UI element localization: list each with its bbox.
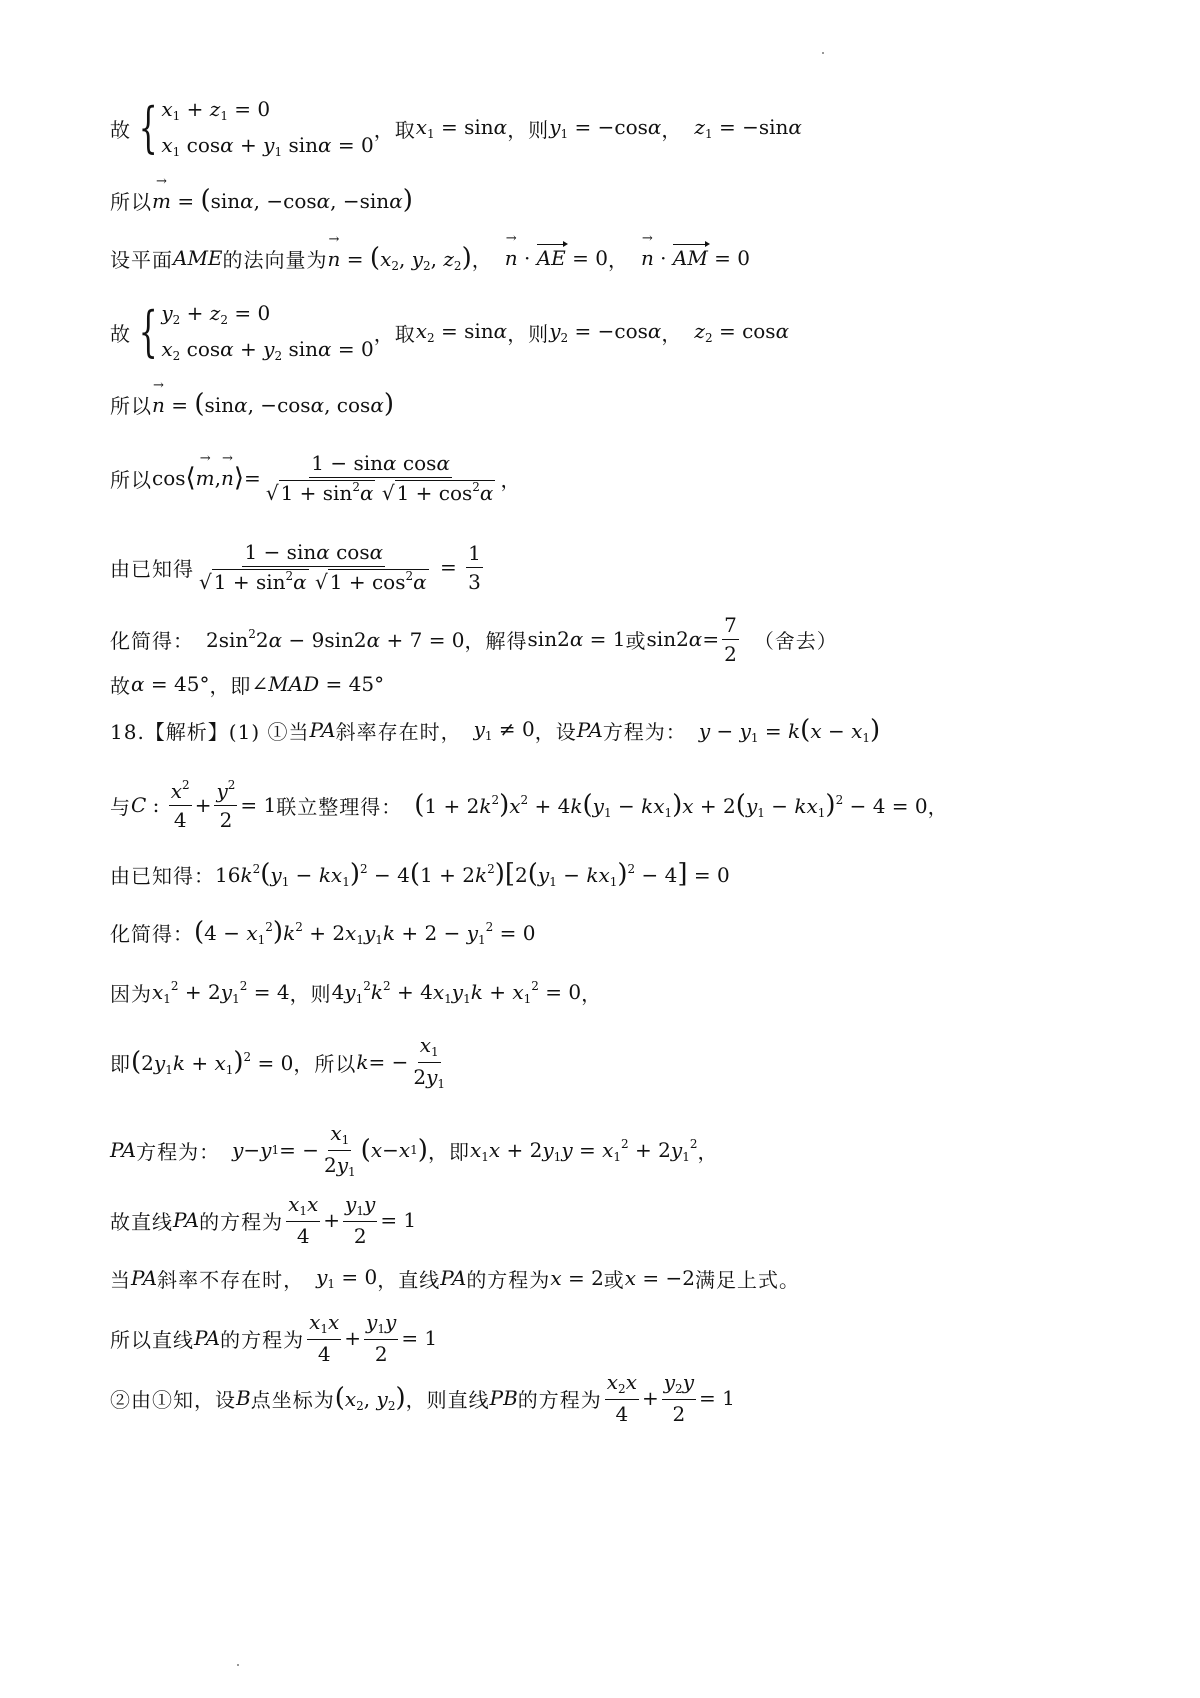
equation-system: { $x_1 + z_1 = 0$ $x_1$ $\cos\alpha + y_1$ sinα = 0 (138, 96, 374, 159)
formula: ($x_2$, $y_2$) (334, 1383, 406, 1413)
text: 的方程为 (517, 1387, 602, 1412)
text: 故 (110, 117, 131, 142)
text: 所以直线 (110, 1327, 194, 1352)
text: ，解得 (464, 628, 528, 653)
text: ，所以 (293, 1051, 357, 1076)
text: 设平面 (110, 247, 173, 272)
formula: PA (173, 1208, 200, 1232)
formula: PB (489, 1386, 518, 1410)
text: ， (927, 794, 949, 819)
text: 的方程为 (220, 1327, 305, 1352)
line-pa-equation (110, 1120, 718, 1180)
scan-speck (237, 1664, 239, 1666)
formula: sin2α = 1 (527, 627, 626, 651)
text: 斜率存在时， (335, 719, 462, 744)
line-system-m (110, 98, 802, 158)
text: 的方程为 (466, 1267, 551, 1292)
formula: $y - y_1 = k(x - x_1)$ (698, 715, 881, 745)
text: ， (697, 1139, 719, 1164)
formula: → $n = (x_2$, $y_2$, $z_2$) (328, 243, 472, 273)
text: ，即 (427, 1139, 470, 1164)
text: 方程为： (136, 1139, 221, 1164)
formula: cos ⟨ → m , → n ⟩ = $\frac{\text{1 − sinα cosα}}{√ 1 + \sin^2\alpha √ 1 + \cos^2\alpha}$ (152, 451, 500, 505)
text: 所以 (110, 393, 152, 418)
formula: $(2y_1k + x_1)^2 = 0$ (131, 1047, 294, 1077)
formula: $4y_1^2k^2 + 4x_1y_1k + x_1^2 = 0$ (331, 978, 582, 1006)
line-pb-equation (110, 1368, 735, 1428)
text: 与 (110, 794, 131, 819)
formula: $z_1 = -\sin\alpha$ (694, 115, 802, 141)
formula: $z_2 = \cos\alpha$ (694, 319, 790, 345)
text: ， (471, 247, 493, 272)
formula: → n · AM = 0 (641, 246, 750, 270)
text: ，则 (507, 117, 550, 142)
line-system-n (110, 302, 789, 362)
text: 联立整理得： (276, 794, 403, 819)
text: ，取 (373, 321, 416, 346)
text: 满足上式。 (695, 1267, 801, 1292)
text: ， (607, 247, 629, 272)
text: 的法向量为 (222, 247, 328, 272)
text: 点坐标为 (250, 1387, 335, 1412)
text: 18.【解析】(1) ①当 (110, 719, 310, 744)
text: 由已知得： (110, 863, 215, 888)
line-plane-ame (110, 228, 750, 288)
formula: α = 45° (131, 672, 210, 696)
formula: $\frac{x_1x}{4}$ + $\frac{y_1y}{2}$ = 1 (309, 1310, 438, 1366)
line-q18-start (110, 700, 880, 760)
formula: B (236, 1386, 251, 1410)
text: 化简得： (110, 628, 194, 653)
formula: C : $\frac{x^2}{4}$ + $\frac{y^2}{2}$ = 1 (131, 778, 277, 832)
text: 因为 (110, 981, 152, 1006)
formula: y − y 1 = − $\frac{x_1}{2y_1}$ ( x − x 1 ) (232, 1121, 428, 1179)
formula: → n = (sinα, −cosα, cosα) (152, 389, 394, 419)
text: 当 (110, 1267, 131, 1292)
formula: PA (576, 718, 603, 742)
text: 斜率不存在时， (157, 1267, 305, 1292)
text: ， (661, 321, 683, 346)
formula: PA (110, 1138, 137, 1162)
text: 的方程为 (199, 1209, 284, 1234)
formula: x = 2 (550, 1266, 604, 1290)
line-cos-mn (110, 448, 521, 508)
line-vertical-case (110, 1248, 800, 1308)
formula: AME (173, 246, 223, 270)
formula: → n · AE = 0 (505, 246, 608, 270)
text: 方程为： (602, 719, 687, 744)
formula: sin2 α = $\frac{7}{2}$ (646, 612, 737, 666)
text: 所以 (110, 189, 152, 214)
line-k-value (110, 1032, 450, 1092)
line-m-vector (110, 170, 413, 230)
formula: $x_1^2 + 2y_1^2 = 4$ (152, 978, 290, 1006)
text: 由已知得 (110, 556, 194, 581)
formula: ∠MAD = 45° (251, 672, 385, 696)
text: 故 (110, 673, 131, 698)
text: ，即 (209, 673, 252, 698)
formula: $16k^2(y_1 - kx_1)^2 - 4(1 + 2k^2)[2(y_1 - kx_1)^2 - 4] = 0$ (215, 859, 730, 889)
text: ，则 (289, 981, 332, 1006)
line-given (110, 537, 486, 597)
line-because (110, 962, 602, 1022)
scan-speck (822, 52, 824, 54)
text: ， (581, 981, 603, 1006)
text: 所以 (110, 467, 152, 492)
formula: $x_1 = \sin\alpha$ (415, 115, 508, 141)
text: ，直线 (377, 1267, 441, 1292)
formula: $y_1 = 0$ (316, 1265, 378, 1291)
formula: $\frac{x_1x}{4}$ + $\frac{y_1y}{2}$ = 1 (288, 1192, 417, 1248)
formula: PA (194, 1326, 221, 1350)
formula: x = −2 (624, 1266, 696, 1290)
formula: PA (131, 1266, 158, 1290)
text: ， (500, 467, 522, 492)
text: 故直线 (110, 1209, 173, 1234)
line-n-vector (110, 374, 394, 434)
formula: $y_1 = -\cos\alpha$ (549, 115, 662, 141)
formula: $y_1 \ne 0$ (473, 717, 535, 743)
text: 故 (110, 321, 131, 346)
line-discriminant (110, 844, 730, 904)
formula: PA (309, 718, 336, 742)
formula: → m = (sinα, −cosα, −sinα) (152, 185, 413, 215)
line-combine-ellipse (110, 775, 949, 835)
formula: $\frac{x_2x}{4}$ + $\frac{y_2y}{2}$ = 1 (606, 1370, 735, 1426)
text: ，取 (373, 117, 416, 142)
formula: k = − $\frac{x_1}{2y_1}$ (356, 1033, 446, 1091)
formula: $(4 - x_1^2)k^2 + 2x_1y_1k + 2 - y_1^2 = 0$ (194, 917, 536, 947)
text: ， (661, 117, 683, 142)
formula: $(1 + 2k^2)x^2 + 4k(y_1 - kx_1)x + 2(y_1 - kx_1)^2 - 4 = 0$ (414, 790, 928, 820)
text: 或 (625, 628, 647, 653)
formula: $\frac{\text{1 − sinα cosα}}{√ 1 + \sin^2\alpha √ 1 + \cos^2\alpha}$ = $\frac{1}{3}$ (199, 540, 481, 594)
text: ，设 (534, 719, 577, 744)
equation-system: { $y_2 + z_2 = 0$ $x_2$ $\cos\alpha + y_2$ sinα = 0 (138, 300, 374, 363)
line-pa-tangent (110, 1190, 416, 1250)
line-simplify-2 (110, 902, 536, 962)
formula: PA (440, 1266, 467, 1290)
text: 即 (110, 1051, 131, 1076)
text: 化简得： (110, 921, 194, 946)
formula: $x_1x + 2y_1y = x_1^2 + 2y_1^2$ (469, 1136, 698, 1164)
formula: $x_2 = \sin\alpha$ (415, 319, 508, 345)
text: （舍去） (753, 628, 838, 653)
text: ②由①知，设 (110, 1387, 236, 1412)
text: 或 (603, 1267, 625, 1292)
formula: $2\sin^22\alpha - 9\sin 2\alpha + 7 = 0$ (206, 626, 465, 652)
text: ，则直线 (405, 1387, 490, 1412)
text: ，则 (507, 321, 550, 346)
line-pa-final (110, 1308, 437, 1368)
formula: $y_2 = -\cos\alpha$ (549, 319, 662, 345)
